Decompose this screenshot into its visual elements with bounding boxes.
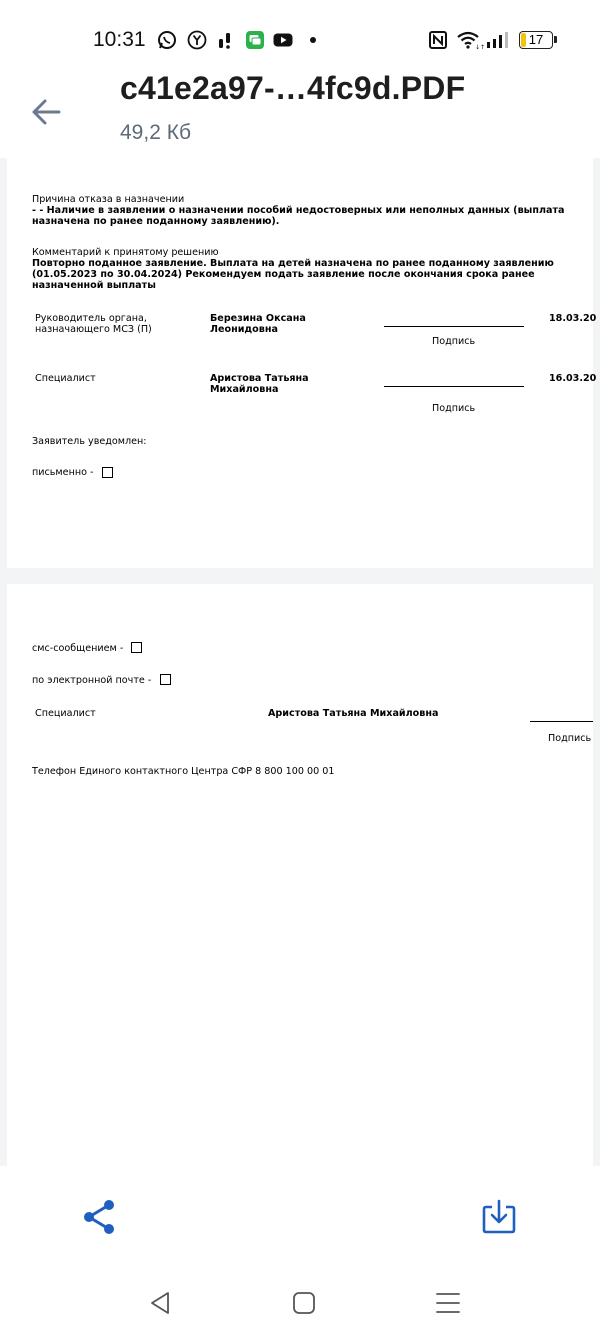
head-role-line-2: назначающего МСЗ (П) xyxy=(35,324,152,335)
nav-back-icon[interactable] xyxy=(145,1288,175,1318)
battery-icon xyxy=(519,31,553,49)
specialist-role: Специалист xyxy=(35,373,96,384)
download-icon[interactable] xyxy=(480,1198,518,1236)
email-label: по электронной почте - xyxy=(32,675,152,686)
nav-home-icon[interactable] xyxy=(289,1288,319,1318)
specialist-date: 16.03.20 xyxy=(549,373,597,384)
sms-checkbox xyxy=(131,642,142,653)
specialist-name-line-1: Аристова Татьяна xyxy=(210,373,309,384)
pdf-page-2 xyxy=(7,584,593,1184)
written-label: письменно - xyxy=(32,467,94,478)
specialist-signature-label-2: Подпись xyxy=(548,733,592,744)
pdf-viewer[interactable] xyxy=(0,158,600,1166)
head-signature-line xyxy=(384,326,524,327)
head-signature-label: Подпись xyxy=(432,336,476,347)
comment-line-2: (01.05.2023 по 30.04.2024) Рекомендуем подать заявление после окончания срока ранее xyxy=(32,269,535,280)
dot-icon xyxy=(304,30,324,50)
specialist-name-2: Аристова Татьяна Михайловна xyxy=(268,708,439,719)
whatsapp-icon xyxy=(157,30,177,50)
head-name-line-2: Леонидовна xyxy=(210,324,278,335)
notification-icon xyxy=(215,30,235,50)
file-size: 49,2 Кб xyxy=(120,121,191,144)
y-icon xyxy=(187,30,207,50)
head-role-line-1: Руководитель органа, xyxy=(35,313,147,324)
notified-label: Заявитель уведомлен: xyxy=(32,436,147,447)
pdf-page-1 xyxy=(7,158,597,568)
comment-line-3: назначенной выплаты xyxy=(32,280,156,291)
svg-text:↓↑: ↓↑ xyxy=(475,44,486,51)
signal-icon xyxy=(486,30,512,50)
specialist-signature-line-2 xyxy=(530,721,593,722)
status-bar xyxy=(0,0,600,80)
reason-line-2: назначена по ранее поданному заявлению). xyxy=(32,216,280,227)
nfc-icon xyxy=(428,30,448,50)
specialist-signature-line xyxy=(384,386,524,387)
sms-label: смс-сообщением - xyxy=(32,643,124,654)
file-name-title: c41e2a97-…4fc9d.PDF xyxy=(120,70,466,106)
specialist-role-2: Специалист xyxy=(35,708,96,719)
head-name-line-1: Березина Оксана xyxy=(210,313,306,324)
battery-level xyxy=(521,33,526,47)
reason-line-1: - - Наличие в заявлении о назначении пособий недостоверных или неполных данных (выплата xyxy=(32,205,565,216)
written-checkbox xyxy=(102,467,113,478)
youtube-icon xyxy=(273,30,293,50)
specialist-name-line-2: Михайловна xyxy=(210,384,279,395)
reason-label: Причина отказа в назначении xyxy=(32,194,185,205)
back-arrow-icon[interactable] xyxy=(29,92,69,132)
phone-line: Телефон Единого контактного Центра СФР 8 800 100 00 01 xyxy=(32,766,335,777)
battery-percent: 17 xyxy=(528,32,544,47)
head-date: 18.03.20 xyxy=(549,313,597,324)
email-checkbox xyxy=(160,674,171,685)
specialist-signature-label: Подпись xyxy=(432,403,476,414)
messages-icon xyxy=(245,30,265,50)
comment-label: Комментарий к принятому решению xyxy=(32,247,219,258)
wifi-icon xyxy=(456,30,486,51)
comment-line-1: Повторно поданное заявление. Выплата на детей назначена по ранее поданному заявлению xyxy=(32,258,554,269)
nav-menu-icon[interactable] xyxy=(433,1288,463,1318)
share-icon[interactable] xyxy=(80,1198,118,1236)
status-time: 10:31 xyxy=(93,28,146,51)
